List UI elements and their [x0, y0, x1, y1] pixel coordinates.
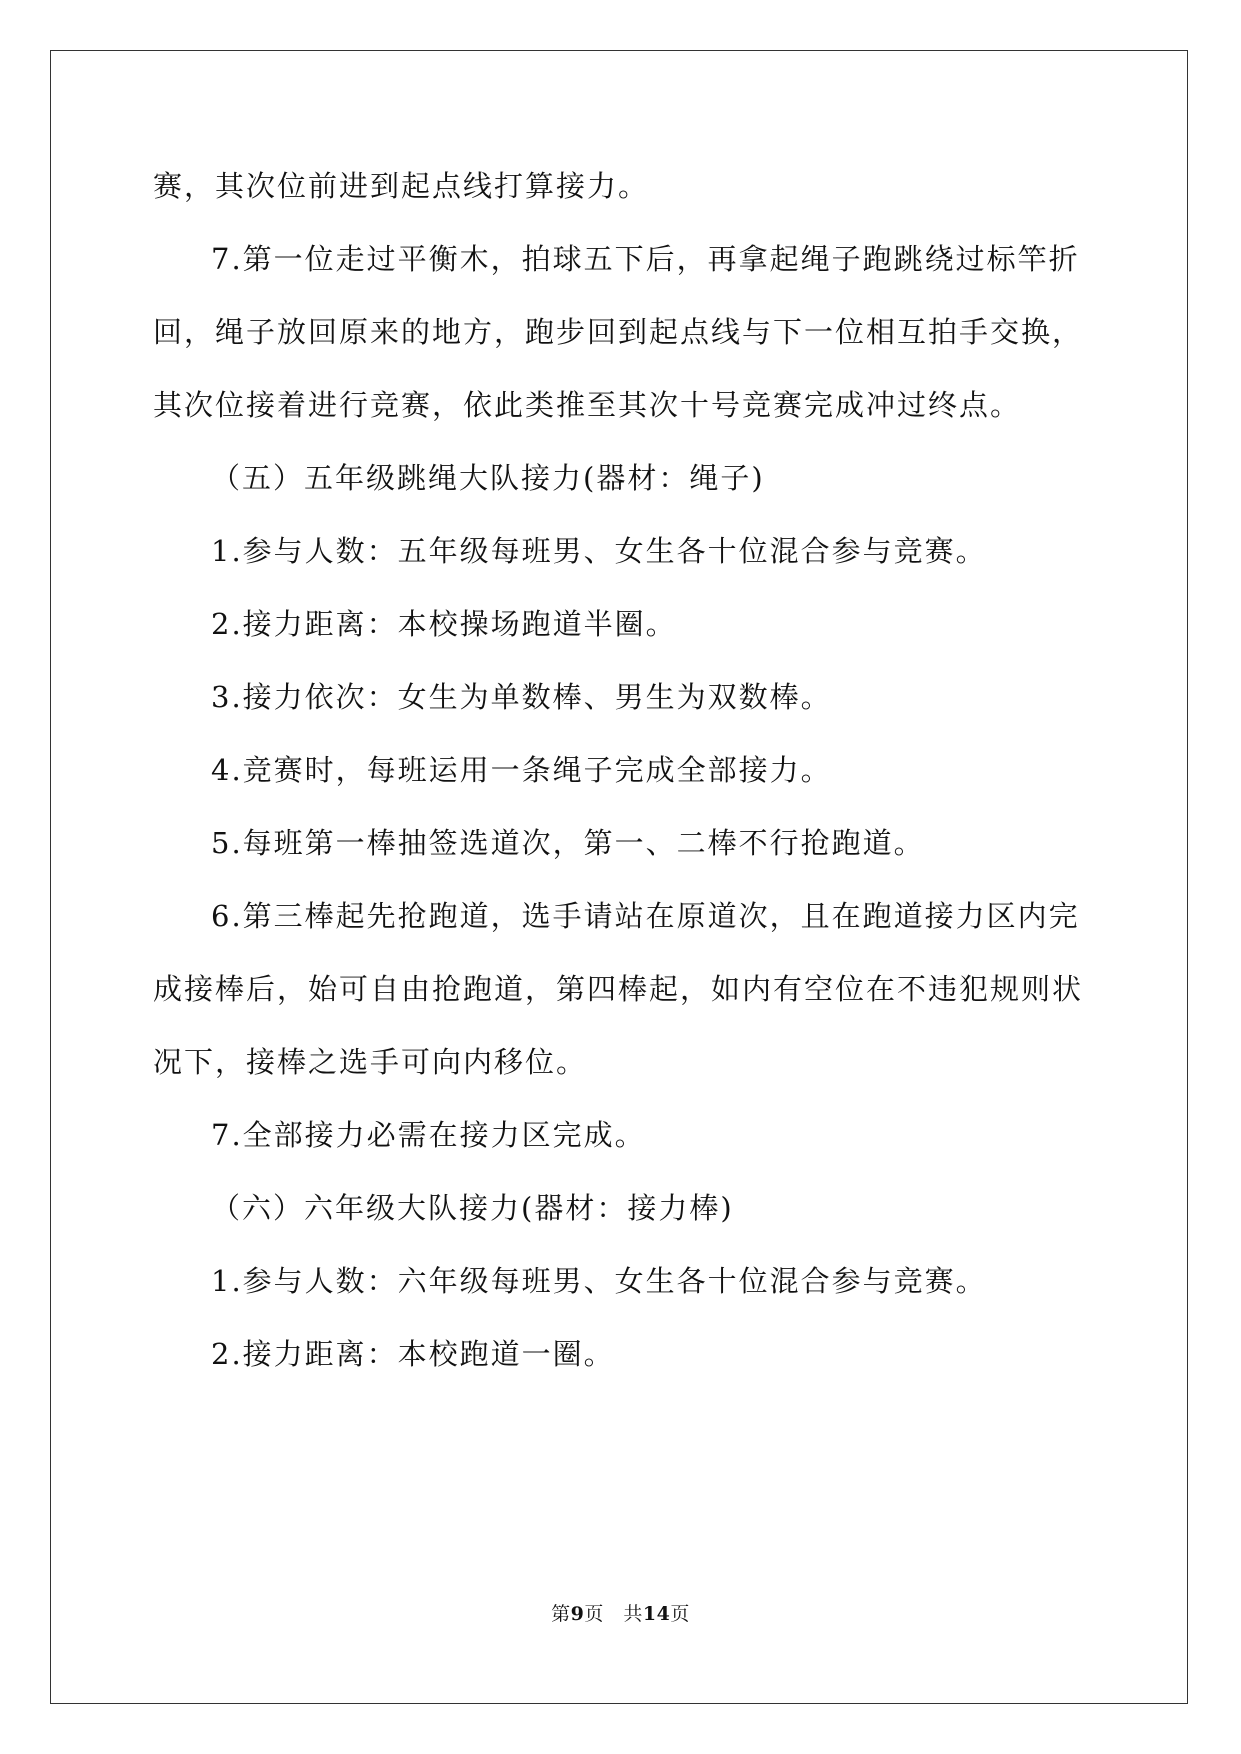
footer-suffix: 页: [670, 1603, 690, 1625]
text-line-4: 其次位接着进行竞赛，依此类推至其次十号竞赛完成冲过终点。: [153, 388, 1022, 422]
text-line-6: 1.参与人数：五年级每班男、女生各十位混合参与竞赛。: [211, 534, 987, 568]
text-line-7: 2.接力距离：本校操场跑道半圈。: [211, 607, 677, 641]
footer-mid: 页 共: [584, 1603, 643, 1625]
text-line-8: 3.接力依次：女生为单数棒、男生为双数棒。: [211, 680, 832, 714]
current-page-number: 9: [570, 1603, 585, 1625]
text-line-16: 1.参与人数：六年级每班男、女生各十位混合参与竞赛。: [211, 1264, 987, 1298]
section-heading-five: （五）五年级跳绳大队接力(器材：绳子): [211, 461, 765, 495]
text-line-11: 6.第三棒起先抢跑道，选手请站在原道次，且在跑道接力区内完: [211, 899, 1080, 933]
footer-prefix: 第: [551, 1603, 571, 1625]
total-page-number: 14: [642, 1603, 671, 1625]
page-border: [50, 50, 1188, 1704]
text-line-14: 7.全部接力必需在接力区完成。: [211, 1118, 646, 1152]
text-line-9: 4.竞赛时，每班运用一条绳子完成全部接力。: [211, 753, 832, 787]
page-footer: [0, 1601, 1241, 1627]
text-line-1: 赛，其次位前进到起点线打算接力。: [153, 169, 650, 203]
text-line-12: 成接棒后，始可自由抢跑道，第四棒起，如内有空位在不违犯规则状: [153, 972, 1084, 1006]
text-line-13: 况下，接棒之选手可向内移位。: [153, 1045, 588, 1079]
text-line-17: 2.接力距离：本校跑道一圈。: [211, 1337, 615, 1371]
section-heading-six: （六）六年级大队接力(器材：接力棒): [211, 1191, 734, 1225]
text-line-10: 5.每班第一棒抽签选道次，第一、二棒不行抢跑道。: [211, 826, 925, 860]
text-line-2: 7.第一位走过平衡木，拍球五下后，再拿起绳子跑跳绕过标竿折: [211, 242, 1080, 276]
text-line-3: 回，绳子放回原来的地方，跑步回到起点线与下一位相互拍手交换，: [153, 315, 1084, 349]
